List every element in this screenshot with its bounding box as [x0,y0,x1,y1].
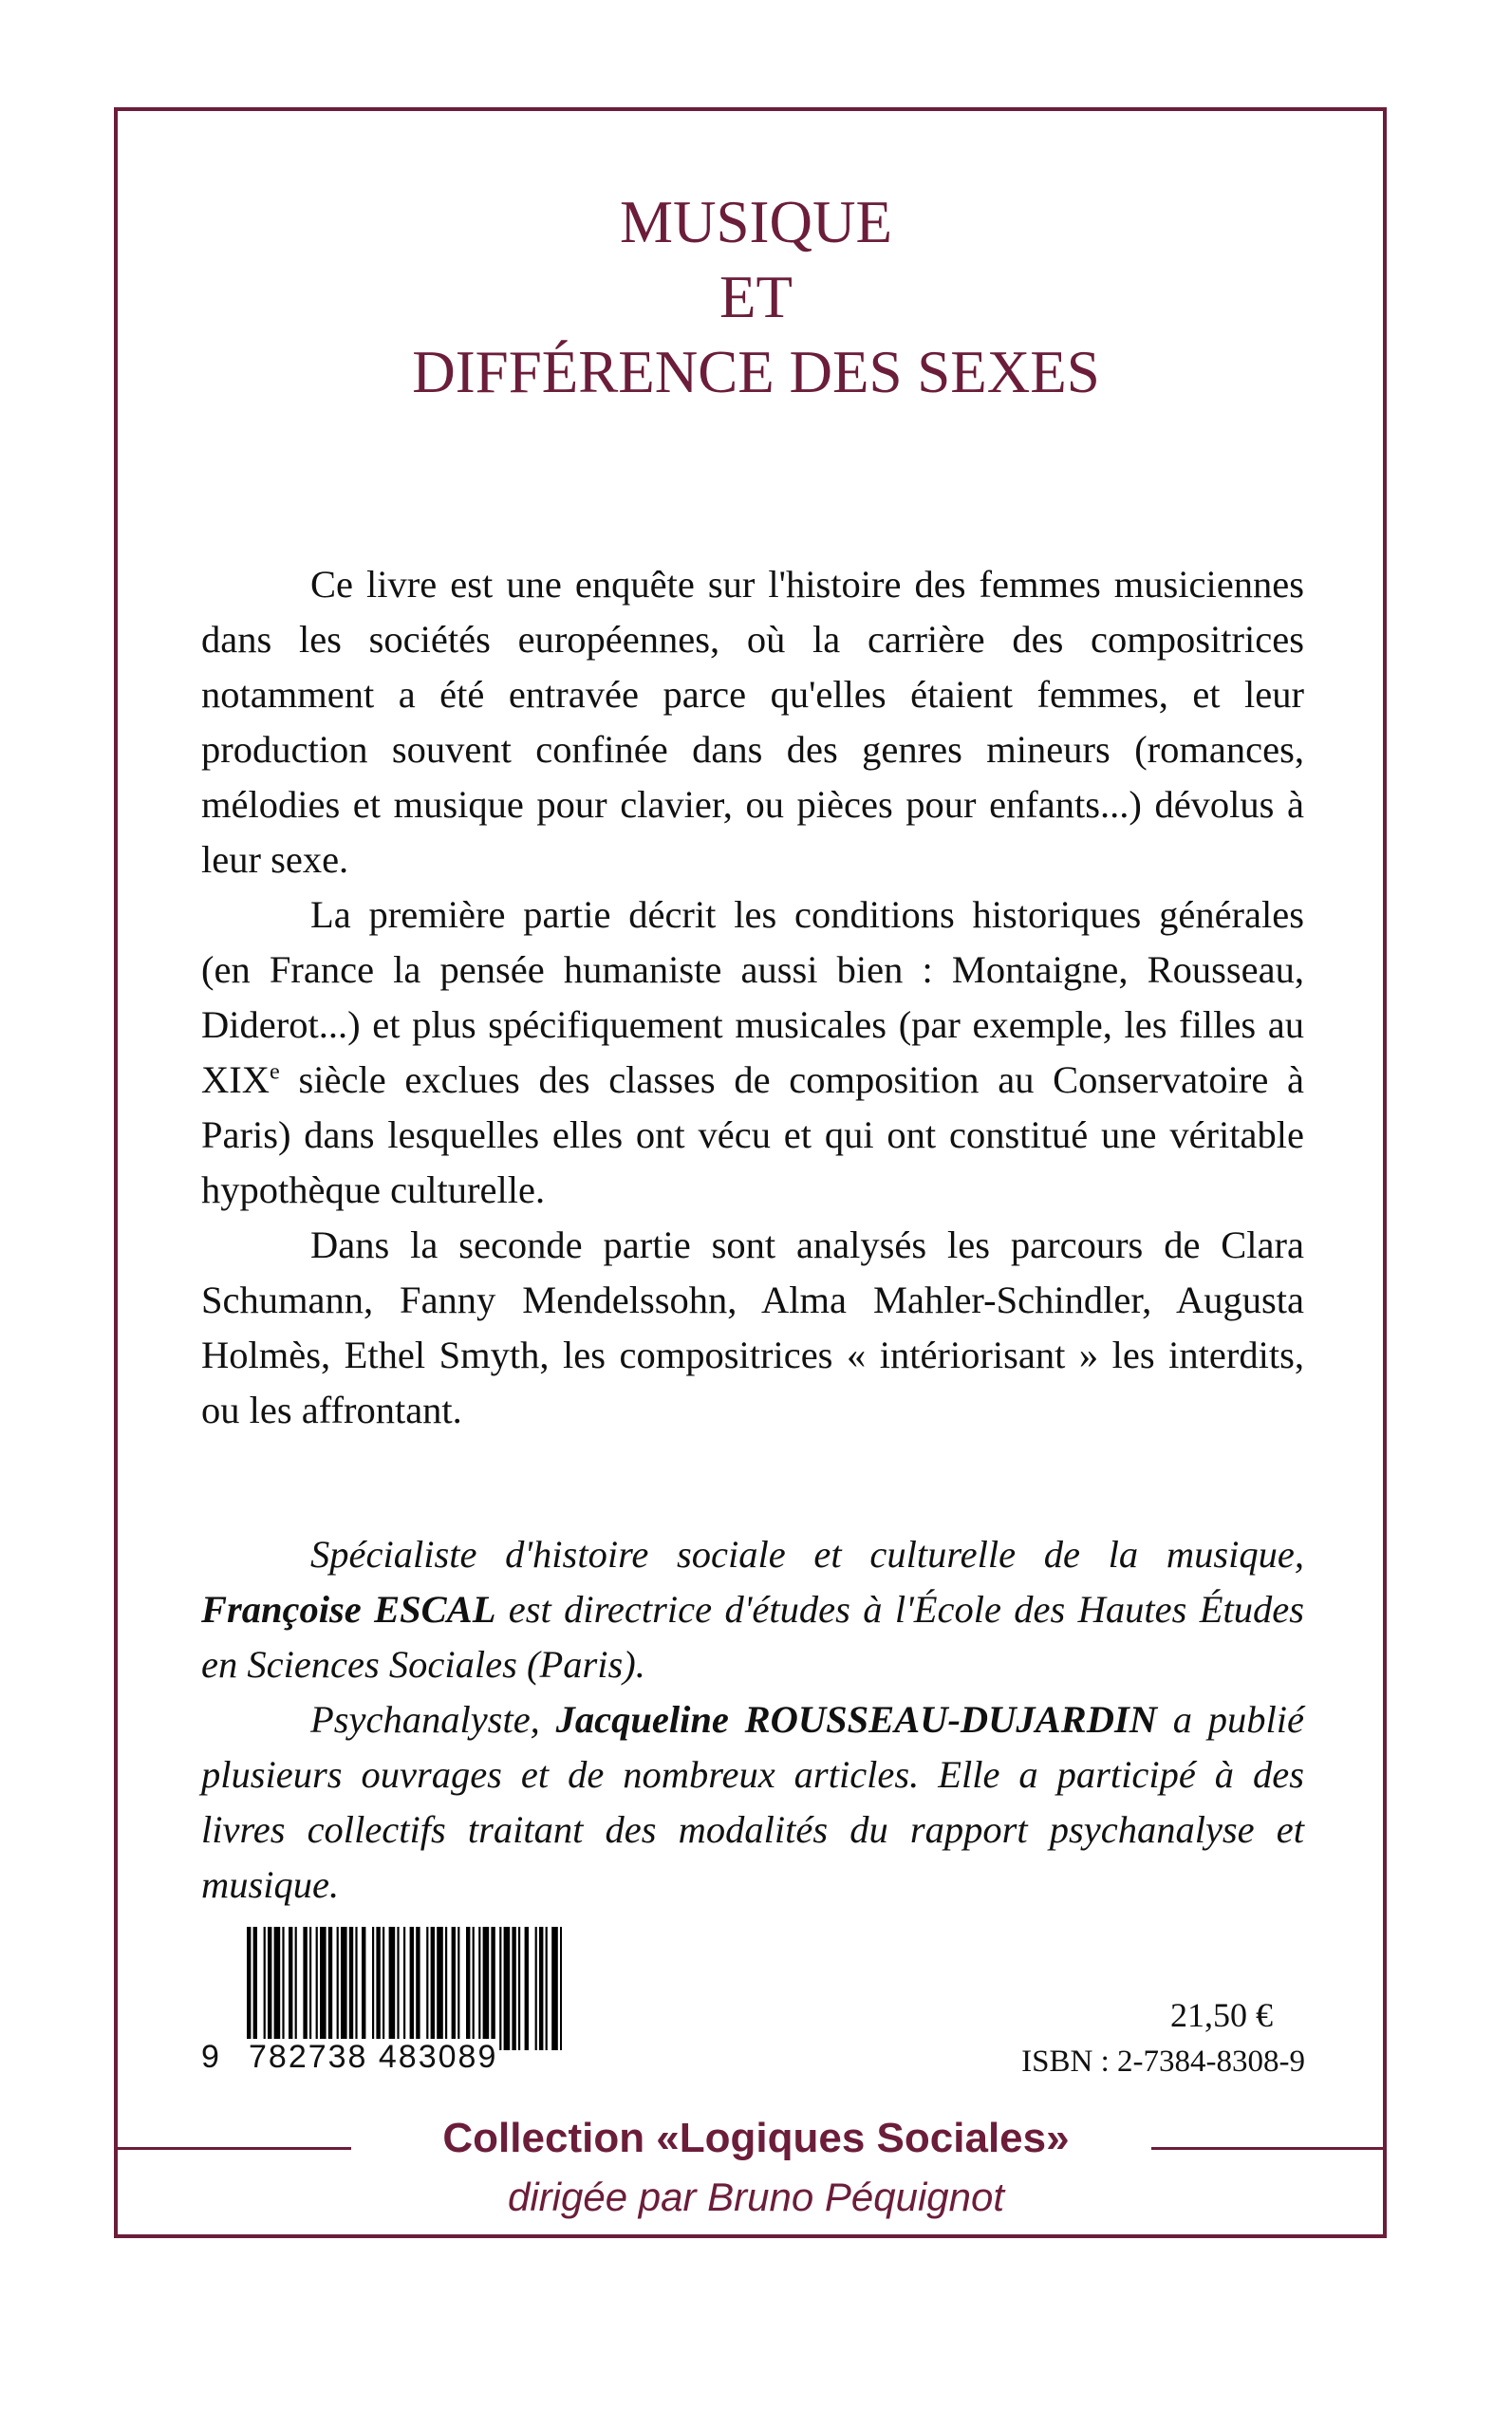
barcode-bar [341,1927,347,2050]
barcode-bar [452,1927,456,2050]
barcode-bar [309,1927,311,2050]
barcode-bar [282,1927,284,2050]
barcode-bar [512,1927,515,2050]
title-line-1: MUSIQUE [619,189,892,255]
book-title [0,185,1512,410]
collection-title: Collection «Logiques Sociales» [442,2115,1070,2161]
barcode-bar [328,1927,332,2050]
barcode-bar [362,1927,365,2050]
description-p2-sup: e [269,1058,280,1085]
barcode-bar [483,1927,490,2050]
barcode-bar [551,1927,558,2050]
barcode-bar [303,1927,307,2050]
description-paragraph-2 [201,887,1304,1218]
barcode-bar [372,1927,374,2050]
barcode-bars [247,1927,562,2050]
barcode-bar [397,1927,399,2050]
barcode-bar [389,1927,396,2050]
barcode-bar [491,1927,495,2050]
bio-2-before: Psychanalyste, [310,1698,556,1741]
barcode-bar [535,1927,537,2050]
isbn: ISBN : 2-7384-8308-9 [1021,2045,1305,2079]
barcode-bar [416,1927,420,2050]
barcode-bar [403,1927,405,2050]
barcode-bar [337,1927,339,2050]
price: 21,50 € [1170,1996,1273,2034]
barcode-bar [410,1927,414,2050]
barcode-bar [253,1927,257,2050]
barcode-bar [466,1927,470,2050]
barcode-bar [478,1927,480,2050]
author-name-2: Jacqueline ROUSSEAU-DUJARDIN [555,1698,1157,1741]
bio-1-before: Spécialiste d'histoire sociale et culturelle de la musique, [310,1533,1304,1576]
description-paragraph-1: Ce livre est une enquête sur l'histoire des femmes musiciennes dans les sociétés européennes, où la carrière des compositrices notamment a été entravée parce qu'elles étaient femmes, et leur production souvent confinée dans des genres mineurs (romances, mélodies et musique pour clavier, ou pièces pour enfants...) dévolus à leur sexe. [201,563,1304,881]
barcode-bar [539,1927,543,2050]
barcode-bar [473,1927,475,2050]
barcode-bar [499,1927,501,2050]
barcode-bar [316,1927,318,2050]
description-p2-before: La première partie décrit les conditions historiques générales (en France la pensée humaniste aussi bien : Montaigne, Rousseau, Diderot...) et plus spécifiquement musicales (par exemple, les filles au XIX [201,893,1304,1101]
author-name-1: Françoise ESCAL [201,1588,496,1631]
barcode-bar [295,1927,297,2050]
bio-1-after: est directrice d'études à l'École des Hautes Études en Sciences Sociales (Paris). [201,1588,1304,1686]
barcode-bar [504,1927,511,2050]
barcode-number [201,2039,562,2076]
author-bios [201,1527,1304,1913]
barcode [201,1927,562,2079]
barcode-bar [431,1927,435,2050]
barcode-bar [268,1927,271,2050]
bio-paragraph-1 [201,1527,1304,1692]
bio-paragraph-2 [201,1692,1304,1913]
barcode-bar [426,1927,428,2050]
description-p2-after: siècle exclues des classes de composition au Conservatoire à Paris) dans lesquelles elles ont vécu et qui ont constitué une véritable hypothèque culturelle. [201,1058,1304,1211]
barcode-bar [437,1927,443,2050]
barcode-bar [457,1927,459,2050]
barcode-bar [264,1927,266,2050]
barcode-bar [560,1927,562,2050]
bio-2-after: a publié plusieurs ouvrages et de nombreux articles. Elle a participé à des livres collectifs traitant des modalités du rapport psychanalyse et musique. [201,1698,1305,1906]
barcode-bar [383,1927,384,2050]
barcode-bar [289,1927,292,2050]
barcode-bar [355,1927,357,2050]
barcode-digits: 782738 483089 [249,2039,498,2075]
barcode-bar [376,1927,380,2050]
barcode-bar [518,1927,520,2050]
title-line-3: DIFFÉRENCE DES SEXES [412,339,1100,405]
barcode-first-digit: 9 [201,2039,221,2075]
barcode-bar [349,1927,353,2050]
title-line-2: ET [719,264,793,330]
barcode-bar [525,1927,529,2050]
barcode-bar [546,1927,548,2050]
barcode-bar [274,1927,281,2050]
barcode-bar [445,1927,447,2050]
book-description [201,557,1304,1438]
collection-director: dirigée par Bruno Péquignot [507,2175,1005,2219]
barcode-bar [247,1927,251,2050]
description-paragraph-3: Dans la seconde partie sont analysés les parcours de Clara Schumann, Fanny Mendelssohn, Alma Mahler-Schindler, Augusta Holmès, Ethel Smyth, les compositrices « intériorisant » les interdits, ou les affrontant. [201,1223,1304,1431]
barcode-bar [320,1927,327,2050]
